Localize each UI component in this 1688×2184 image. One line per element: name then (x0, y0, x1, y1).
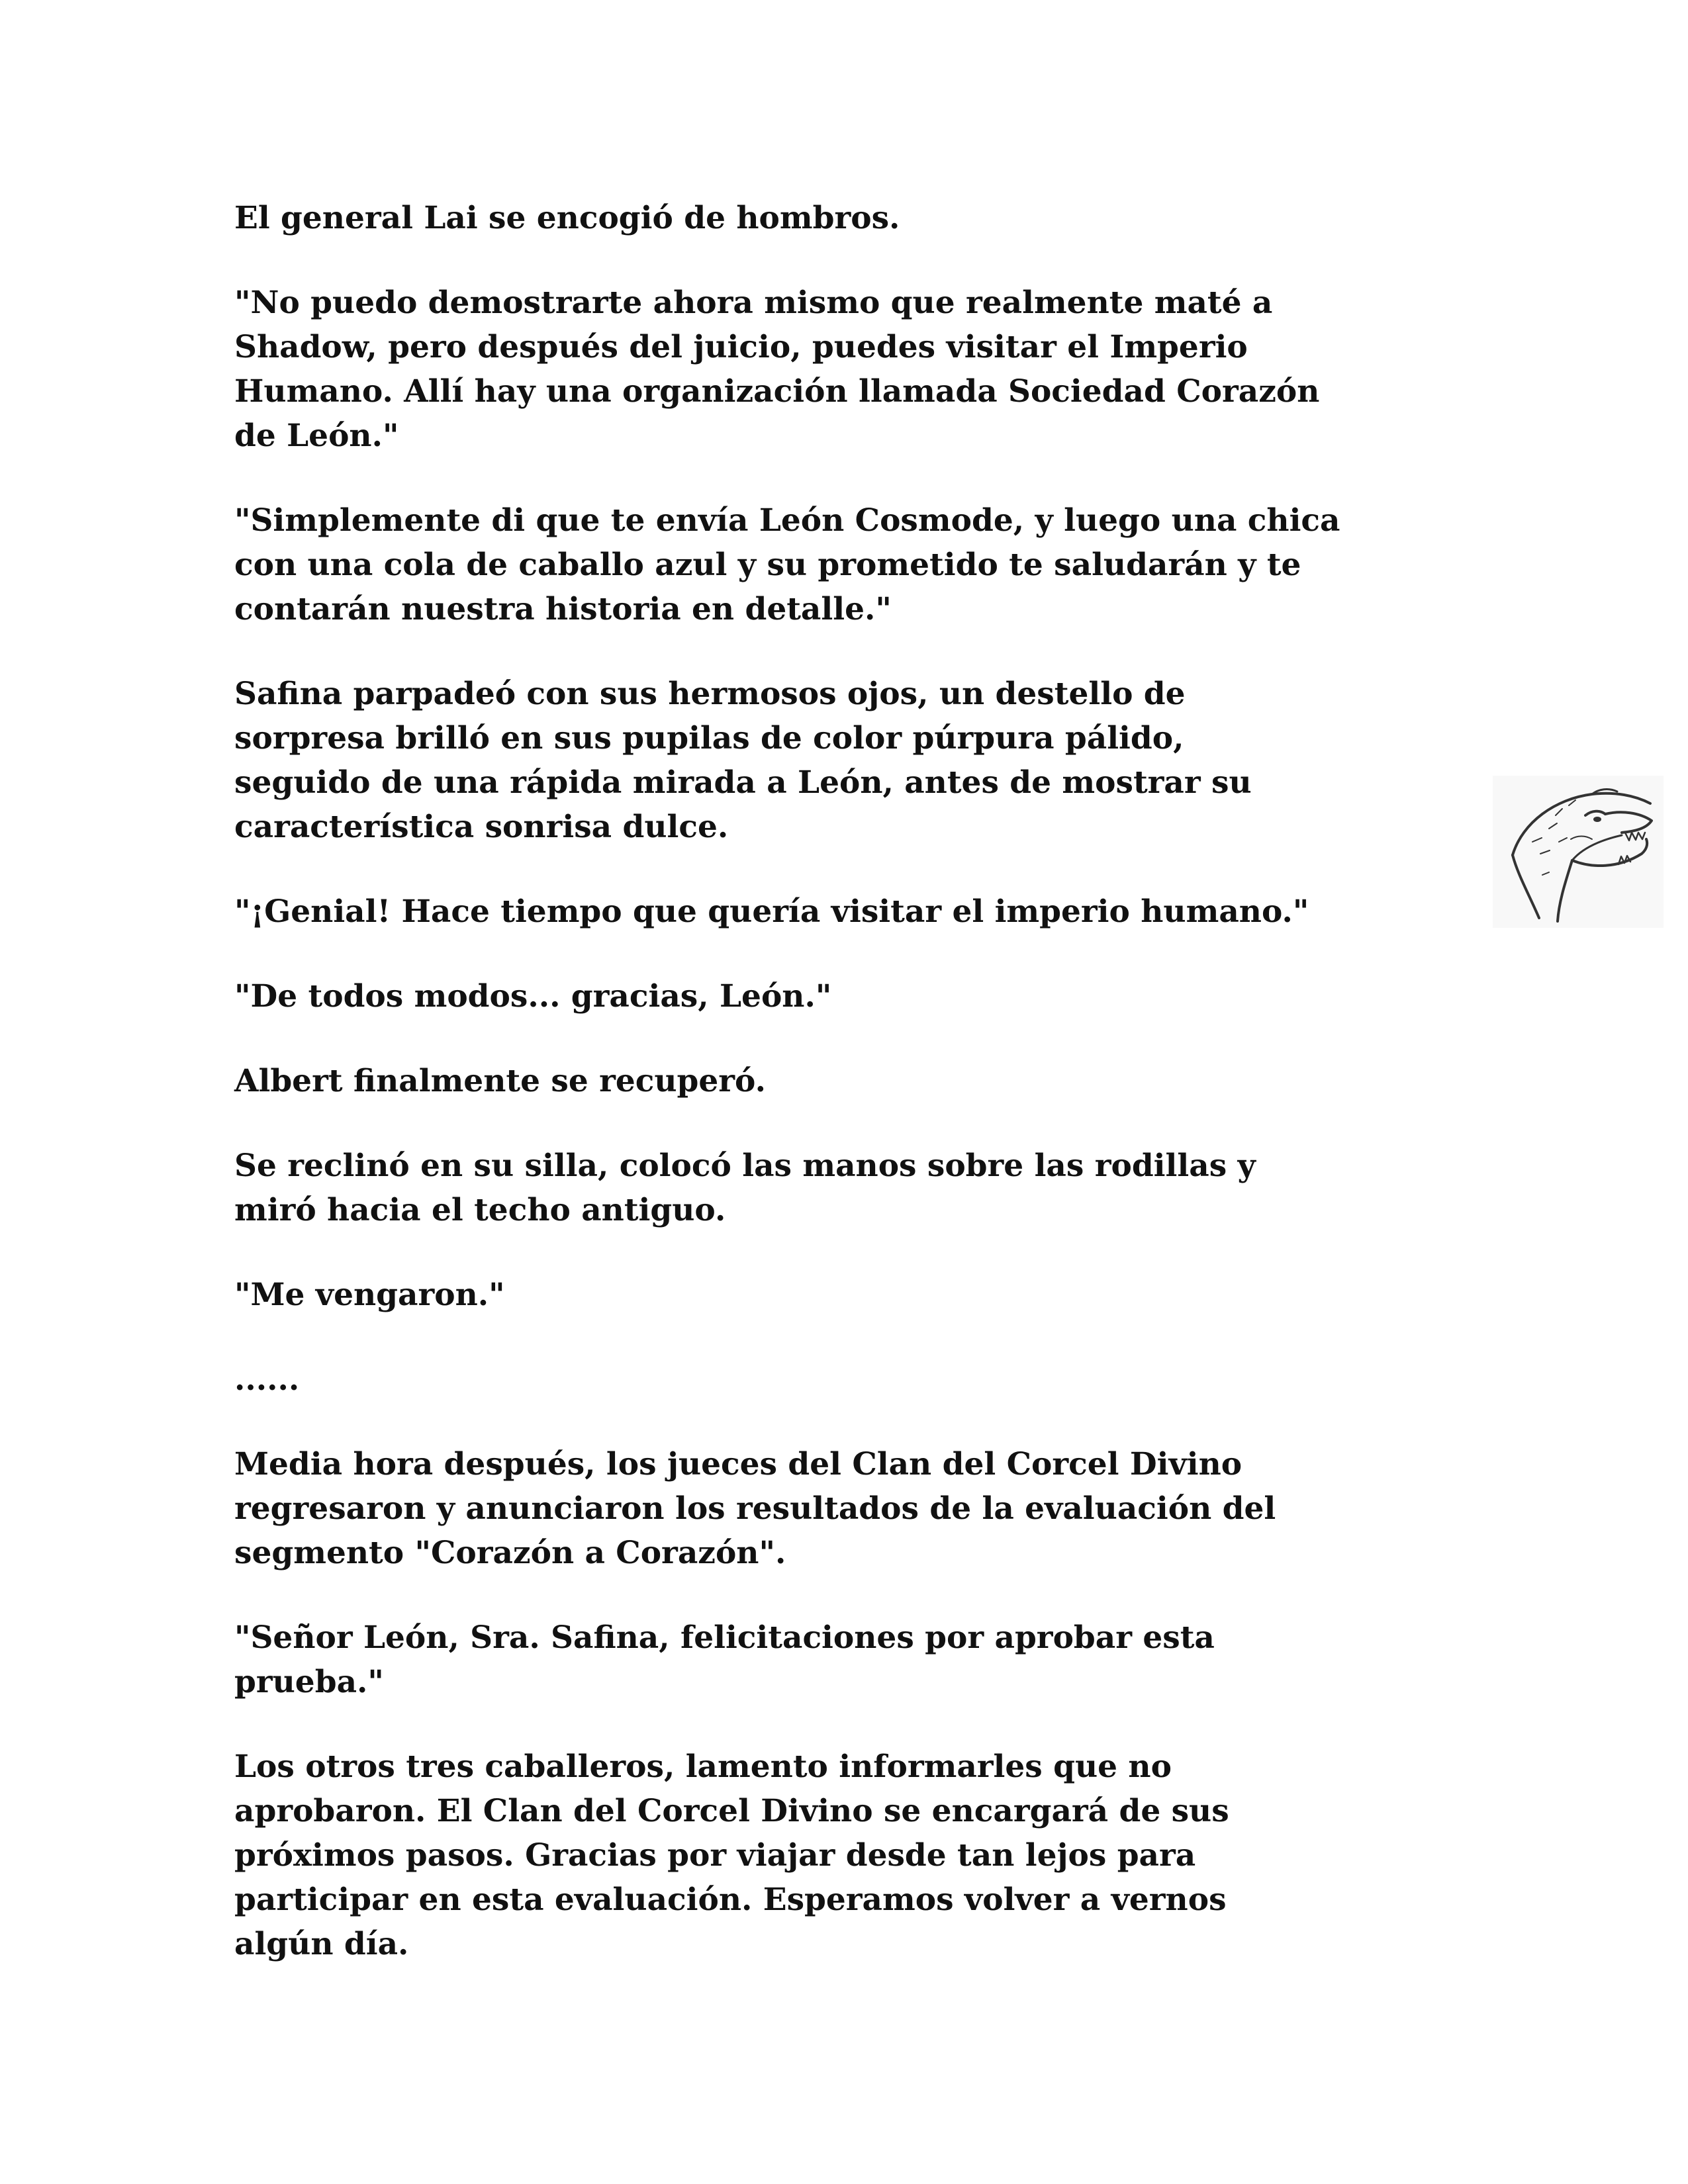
paragraph-12: "Señor León, Sra. Safina, felicitaciones por aprobar esta prueba." (234, 1619, 1215, 1700)
paragraph-10: ...... (234, 1361, 300, 1398)
paragraph-9: "Me vengaron." (234, 1277, 505, 1313)
paragraph-4: Safina parpadeó con sus hermosos ojos, un destello de sorpresa brilló en sus pupilas de color púrpura pálido, seguido de una rápida mirada a León, antes de mostrar su característica sonrisa dulce. (234, 676, 1252, 845)
dinosaur-head-sketch-icon (1493, 776, 1664, 928)
paragraph-3: "Simplemente di que te envía León Cosmode, y luego una chica con una cola de caballo azul y su prometido te saludarán y te contarán nuestra historia en detalle." (234, 502, 1340, 627)
paragraph-1: El general Lai se encogió de hombros. (234, 200, 900, 236)
paragraph-2: "No puedo demostrarte ahora mismo que realmente maté a Shadow, pero después del juicio, puedes visitar el Imperio Humano. Allí hay una organización llamada Sociedad Corazón de León." (234, 285, 1320, 454)
paragraph-13: Los otros tres caballeros, lamento informarles que no aprobaron. El Clan del Corcel Divino se encargará de sus próximos pasos. Gracias por viajar desde tan lejos para participar en esta evaluación. Esperamos volver a vernos algún día. (234, 1749, 1229, 1962)
paragraph-6: "De todos modos... gracias, León." (234, 978, 832, 1015)
paragraph-11: Media hora después, los jueces del Clan del Corcel Divino regresaron y anunciaron los resultados de la evaluación del segmento "Corazón a Corazón". (234, 1446, 1276, 1571)
paragraph-8: Se reclinó en su silla, colocó las manos sobre las rodillas y miró hacia el techo antiguo. (234, 1148, 1256, 1228)
document-body (234, 196, 1492, 2007)
paragraph-7: Albert finalmente se recuperó. (234, 1063, 766, 1099)
paragraph-5: "¡Genial! Hace tiempo que quería visitar el imperio humano." (234, 893, 1309, 930)
